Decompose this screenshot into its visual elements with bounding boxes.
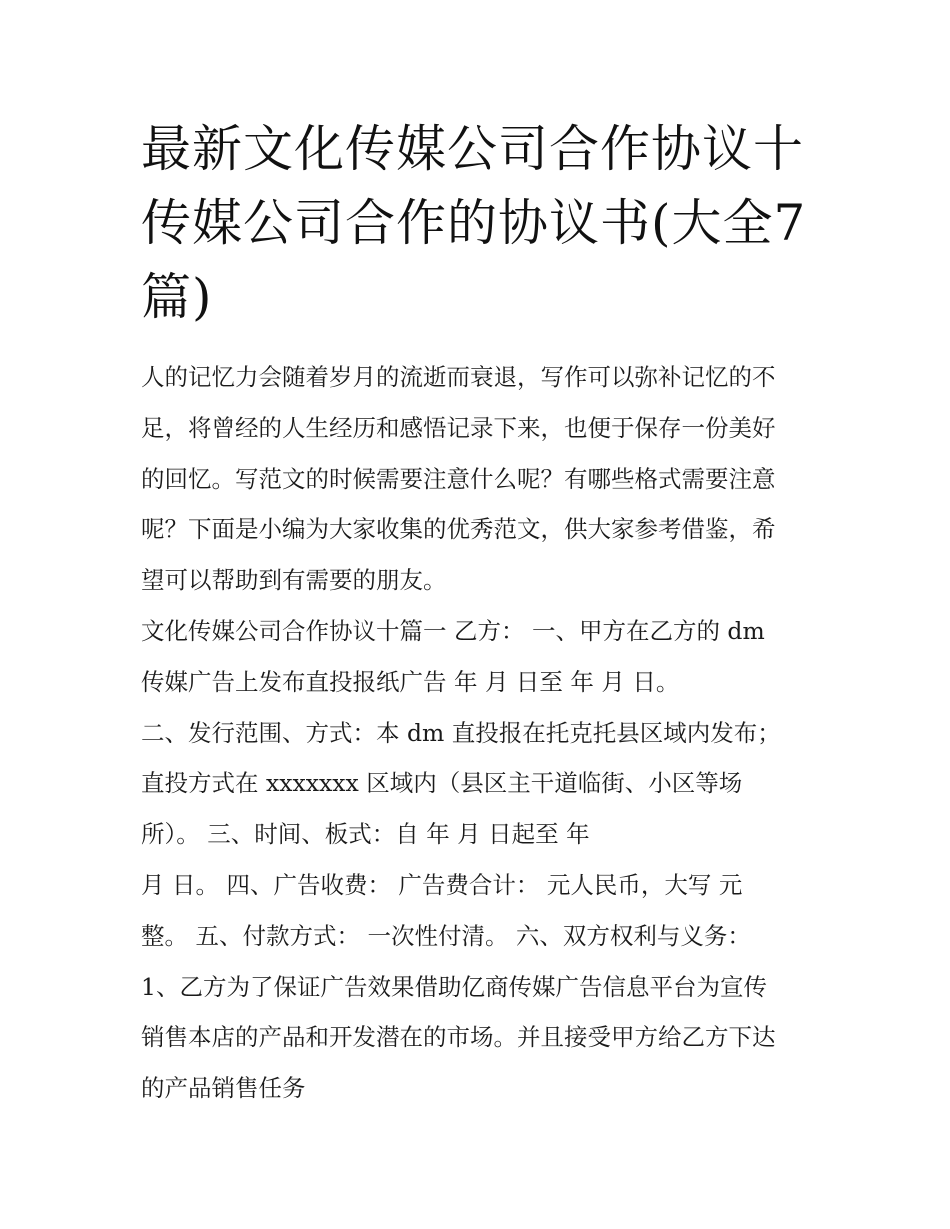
paragraph-line: 二、发行范围、方式：本 dm 直投报在托克托县区域内发布； (141, 718, 781, 747)
intro-paragraph (141, 352, 817, 606)
paragraph-line: 传媒广告上发布直投报纸广告 年 月 日至 年 月 日。 (141, 667, 680, 696)
paragraph-line: 的回忆。写范文的时候需要注意什么呢？有哪些格式需要注意 (141, 464, 776, 493)
agreement-paragraph-1 (141, 606, 817, 708)
title-line-2: 传媒公司合作的协议书(大全7 (141, 194, 807, 252)
paragraph-line: 的产品销售任务 (141, 1074, 306, 1103)
agreement-paragraph-3 (141, 962, 817, 1114)
document-title (141, 112, 817, 334)
paragraph-line: 月 日。 四、广告收费： 广告费合计： 元人民币，大写 元 (141, 870, 743, 899)
paragraph-line: 文化传媒公司合作协议十篇一 乙方： 一、甲方在乙方的 dm (141, 616, 765, 645)
paragraph-line: 直投方式在 xxxxxxx 区域内（县区主干道临街、小区等场 (141, 769, 743, 798)
document-body (141, 352, 817, 1114)
paragraph-line: 人的记忆力会随着岁月的流逝而衰退，写作可以弥补记忆的不 (141, 363, 776, 391)
title-line-1: 最新文化传媒公司合作协议十 (141, 120, 804, 178)
paragraph-line: 1、乙方为了保证广告效果借助亿商传媒广告信息平台为宣传 (141, 972, 767, 1001)
paragraph-line: 销售本店的产品和开发潜在的市场。并且接受甲方给乙方下达 (141, 1023, 776, 1052)
paragraph-line: 足，将曾经的人生经历和感悟记录下来，也便于保存一份美好 (141, 413, 776, 442)
title-line-3: 篇) (141, 268, 213, 326)
paragraph-line: 呢？下面是小编为大家收集的优秀范文，供大家参考借鉴，希 (141, 515, 776, 544)
paragraph-line: 望可以帮助到有需要的朋友。 (141, 566, 447, 595)
paragraph-line: 整。 五、付款方式： 一次性付清。 六、双方权利与义务： (141, 921, 751, 950)
agreement-paragraph-2 (141, 708, 817, 962)
document-page (141, 112, 817, 1114)
paragraph-line: 所）。 三、时间、板式：自 年 月 日起至 年 (141, 820, 590, 849)
